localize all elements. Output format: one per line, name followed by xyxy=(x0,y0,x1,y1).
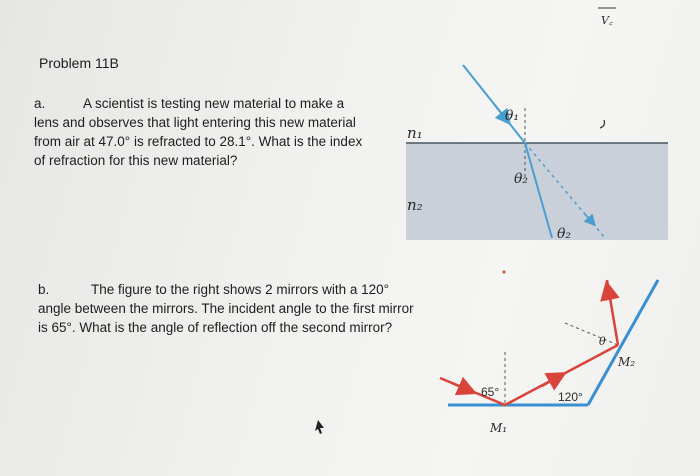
mirror-2-normal xyxy=(565,323,618,345)
medium-region xyxy=(406,143,668,240)
pen-stroke-mark xyxy=(600,120,605,128)
second-reflected-ray xyxy=(607,280,618,345)
red-dot-mark xyxy=(503,271,506,274)
incident-red-arrow xyxy=(452,383,468,390)
mouse-cursor-icon xyxy=(315,420,324,434)
theta2-lower-label: θ₂ xyxy=(557,226,572,242)
theta-label: θ xyxy=(599,335,606,348)
theta1-label: θ₁ xyxy=(505,108,520,124)
m2-label: M₂ xyxy=(618,355,636,369)
n2-label: n₂ xyxy=(407,196,423,214)
refraction-figure xyxy=(406,65,668,242)
question-b-text: The figure to the right shows 2 mirrors with a 120° angle between the mirrors. The incident angle to the first mirror is 65°. What is the angle of reflection off the second mirror? xyxy=(38,282,414,335)
question-a-text: A scientist is testing new material to make a lens and observes that light entering this new material from air at 47.0° is refracted to 28.1°. What is the index of refraction for this new material? xyxy=(34,96,363,168)
question-b-marker: b. xyxy=(38,282,50,297)
corner-label: V꜀ xyxy=(601,14,613,27)
angle-65-label: 65° xyxy=(481,385,500,399)
question-a-marker: a. xyxy=(34,96,46,111)
theta2-label: θ₂ xyxy=(514,171,529,187)
problem-title: Problem 11B xyxy=(39,55,119,71)
reflected-red-arrow xyxy=(542,377,558,386)
corner-mark xyxy=(598,8,616,27)
n1-label: n₁ xyxy=(407,124,423,142)
angle-120-label: 120° xyxy=(558,390,583,404)
mirror-figure xyxy=(440,271,658,436)
m1-label: M₁ xyxy=(490,421,508,435)
